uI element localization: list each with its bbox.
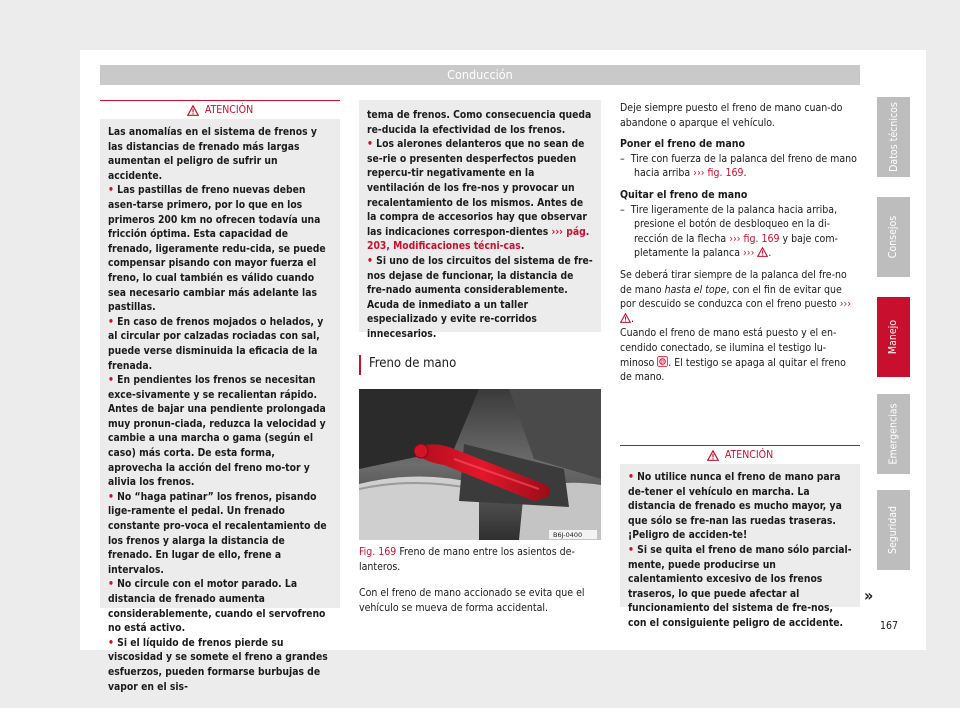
svg-text:P: P [661,359,665,365]
paragraph: Se deberá tirar siempre de la palanca del fre-no de mano hasta el tope, con el fin de evitar que por descuido se conduzca con el freno puesto ››› . [620,268,852,325]
warning-intro: Las anomalías en el sistema de frenos y las distancias de frenado más largas aumentan el peligro de sufrir un accidente. [108,126,317,182]
warning-triangle-icon [620,313,631,323]
warning-box-brakes [100,100,340,693]
warning-bullet: • En caso de frenos mojados o helados, y al circular por calzadas rociadas con sal, puede verse disminuida la eficacia de la frenada. [108,315,324,372]
paragraph: Cuando el freno de mano está puesto y el en-cendido conectado, se ilumina el testigo lu-minoso P . El testigo se apaga al quitar el freno de mano. [620,327,846,384]
warning-bullet: • Las pastillas de freno nuevas deben asen-tarse primero, por lo que en los primeros 200 km no ofrecen todavía una fricción óptima. Esta capacidad de frenado, ligeramente redu-cida, se puede compensar pisando con mayor fuerza el freno, lo cual también es válido cuando sea necesario cambiar más adelante las pastillas. [108,184,326,314]
warning-bullet: • No circule con el motor parado. La distancia de frenado aumenta considerablemente, cuando el servofreno no está activo. [108,578,326,635]
handbrake-instructions [620,101,860,385]
warning-triangle-icon [187,105,199,116]
tab-manejo[interactable]: Manejo [877,297,910,377]
figure-link[interactable]: fig. 169 [743,232,780,245]
figure-caption-text: Freno de mano entre los asientos de-lanteros. [359,546,575,573]
warning-bullet: • Si se quita el freno de mano sólo parcial-mente, puede producirse un calentamiento excesivo de los frenos traseros, lo que puede afectar al funcionamiento del sistema de fre-nos, con el consiguiente peligro de accidente. [628,543,852,629]
step-item: – Tire ligeramente de la palanca hacia arriba, presione el botón de desbloqueo en la di-rección de la flecha ››› fig. 169 y baje com-pletamente la palanca ››› . [620,203,838,260]
handbrake-photo [359,389,601,540]
warning-bullet: • No utilice nunca el freno de mano para de-tener el vehículo en marcha. La distancia de frenado es mucho mayor, ya que sólo se fre-nan las ruedas traseras. ¡Peligro de acciden-te! [628,471,842,542]
page-header: Conducción [100,65,860,85]
figure-code: B6J-0400 [553,531,583,539]
warning-triangle-icon [707,450,719,461]
warning-continued-lead: tema de frenos. Como consecuencia queda re-ducida la efectividad de los frenos. [367,109,592,136]
step-item: – Tire con fuerza de la palanca del freno de mano hacia arriba ››› fig. 169. [620,152,857,180]
figure-link[interactable]: fig. 169 [707,167,744,180]
handbrake-illustration [359,389,601,540]
page-link[interactable]: pág. 203, Modificaciones técni-cas [367,225,590,253]
tab-consejos[interactable]: Consejos [877,197,910,277]
subheading-set: Poner el freno de mano [620,138,745,151]
warning-box-continued [359,100,601,340]
warning-bullet: • Si el líquido de frenos pierde su viscosidad y se somete el freno a grandes esfuerzos, pueden formarse burbujas de vapor en el sis- [108,636,328,693]
paragraph: Deje siempre puesto el freno de mano cuan-do abandone o aparque el vehículo. [620,102,843,129]
warning-triangle-icon [757,247,768,257]
tab-seguridad[interactable]: Seguridad [877,490,910,570]
warning-bullet: • No “haga patinar” los frenos, pisando lige-ramente el pedal. Un frenado constante pro-voca el recalentamiento de los frenos y alarga la distancia de frenado. En lugar de ello, frene a intervalos. [108,490,327,576]
tab-datos-tecnicos[interactable]: Datos técnicos [877,97,910,177]
figure-caption [359,545,601,574]
page-number: 167 [880,620,899,632]
warning-bullet: • En pendientes los frenos se necesitan exce-sivamente y se recalientan rápido. Antes de bajar una pendiente prolongada muy pronun-ciada, reduzca la velocidad y cambie a una marcha o gama (según el caso) más corta. De esta forma, aprovecha la acción del freno mo-tor y alivia los frenos. [108,374,326,489]
warning-title: ATENCIÓN [724,448,774,461]
figure-label: Fig. 169 [359,546,397,558]
warning-bullet: • Los alerones delanteros que no sean de se-rie o presenten desperfectos pueden repercu-tir negativamente en la ventilación de los fre-nos y provocar un recalentamiento de los mismos. Antes de la compra de accesorios hay que observar las indicaciones correspon-dientes ››› pág. 203, Modificaciones técni-cas. [367,138,590,253]
section-title: Freno de mano [369,356,457,371]
handbrake-intro-text: Con el freno de mano accionado se evita que el vehículo se mueva de forma accidental. [359,587,585,614]
handbrake-warning-lamp-icon [657,356,668,367]
warning-box-handbrake [620,445,860,629]
warning-header [620,445,860,464]
subheading-release: Quitar el freno de mano [620,188,748,201]
continued-arrow-icon: » [864,586,874,605]
warning-bullet: • Si uno de los circuitos del sistema de fre-nos dejase de funcionar, la distancia de fre-nado aumenta considerablemente. Acuda de inmediato a un taller especializado y evite re-corridos innecesarios. [367,254,593,340]
tab-emergencias[interactable]: Emergencias [877,394,910,474]
warning-title: ATENCIÓN [204,103,254,116]
warning-header [100,100,340,119]
